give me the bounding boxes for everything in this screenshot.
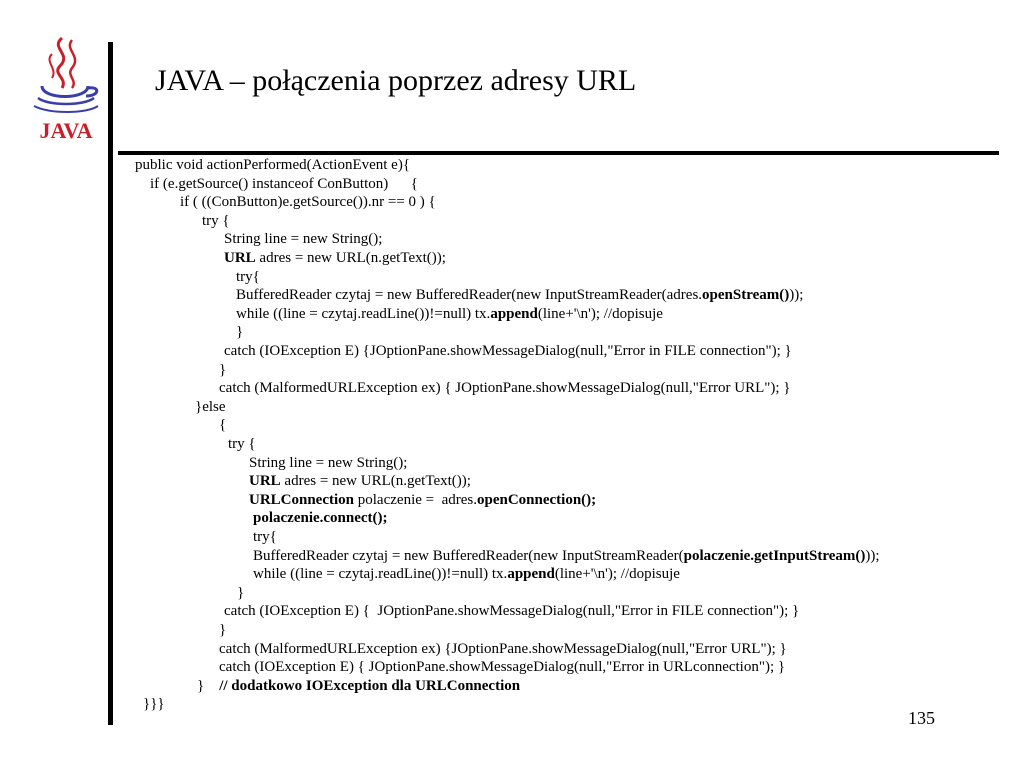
code-text: catch (IOException E) { JOptionPane.showMessageDialog(null,"Error in URLconnection"); } — [219, 659, 786, 676]
code-line — [180, 193, 436, 211]
code-line — [236, 323, 243, 341]
code-keyword: append — [507, 566, 555, 583]
code-keyword: openConnection(); — [477, 491, 597, 508]
code-text: } — [237, 584, 245, 601]
vertical-rule — [108, 42, 113, 725]
code-line — [224, 249, 446, 267]
code-text: } — [219, 361, 227, 378]
code-line — [219, 416, 226, 434]
code-line — [143, 695, 165, 713]
code-text: catch (MalformedURLException ex) {JOptionPane.showMessageDialog(null,"Error URL"); } — [219, 640, 787, 657]
code-text: polaczenie = adres. — [354, 491, 477, 508]
code-text: try{ — [253, 529, 277, 545]
code-line — [249, 472, 471, 490]
code-text: BufferedReader czytaj = new BufferedReader(new InputStreamReader( — [253, 547, 684, 564]
code-text: public void actionPerformed(ActionEvent e){ — [135, 157, 411, 173]
code-text: adres = new URL(n.getText()); — [255, 250, 446, 266]
code-line — [253, 509, 388, 527]
code-text: }}} — [143, 696, 165, 713]
code-line — [236, 286, 803, 304]
code-text: BufferedReader czytaj = new BufferedReader(new InputStreamReader(adres. — [236, 287, 703, 304]
code-text: String line = new String(); — [249, 454, 408, 471]
code-line — [219, 640, 787, 658]
code-text: } — [236, 324, 244, 341]
code-line — [224, 230, 382, 248]
code-text: if ( ((ConButton)e.getSource()).nr == 0 ) { — [180, 194, 436, 211]
code-line — [253, 528, 277, 546]
code-keyword: openStream() — [702, 287, 790, 304]
code-line — [228, 435, 256, 453]
code-keyword: // dodatkowo IOException dla URLConnection — [219, 677, 521, 694]
code-line — [197, 677, 520, 695]
code-line — [219, 658, 785, 676]
code-line — [195, 398, 226, 416]
code-line — [253, 547, 880, 565]
code-text: catch (IOException E) { JOptionPane.showMessageDialog(null,"Error in FILE connection"); } — [224, 603, 800, 620]
code-line — [236, 268, 260, 286]
code-text: } — [219, 622, 227, 638]
code-line — [202, 212, 230, 230]
code-keyword: URLConnection — [249, 491, 355, 508]
code-line — [219, 621, 226, 639]
code-text: String line = new String(); — [224, 231, 383, 248]
code-text: if (e.getSource() instanceof ConButton) { — [150, 175, 418, 192]
code-line — [236, 305, 663, 323]
code-keyword: polaczenie.connect(); — [253, 510, 388, 527]
code-text: try{ — [236, 268, 260, 285]
code-text: } — [197, 677, 220, 694]
code-line — [219, 379, 791, 397]
java-logo — [28, 34, 104, 146]
page-number: 135 — [908, 708, 935, 728]
code-line — [253, 565, 680, 583]
slide-title: JAVA – połączenia poprzez adresy URL — [155, 64, 637, 97]
code-line — [150, 175, 418, 193]
code-text: adres = new URL(n.getText()); — [280, 473, 471, 490]
code-keyword: polaczenie.getInputStream() — [683, 547, 866, 564]
code-line — [249, 491, 596, 509]
code-line — [237, 584, 244, 602]
code-keyword: URL — [249, 473, 281, 490]
code-line — [219, 361, 226, 379]
code-keyword: append — [490, 305, 538, 322]
logo-text: JAVA — [39, 118, 93, 143]
code-text: (line+'\n'); //dopisuje — [554, 566, 680, 583]
code-text: { — [219, 417, 227, 434]
code-text: )); — [789, 287, 804, 304]
code-keyword: URL — [224, 250, 256, 266]
code-text: (line+'\n'); //dopisuje — [537, 305, 663, 322]
code-text: catch (MalformedURLException ex) { JOptionPane.showMessageDialog(null,"Error URL"); } — [219, 380, 791, 397]
code-line — [224, 342, 792, 360]
code-line — [224, 602, 799, 620]
code-line — [135, 156, 410, 174]
code-text: try { — [228, 436, 256, 452]
code-text: while ((line = czytaj.readLine())!=null) tx. — [236, 305, 491, 322]
code-text: )); — [865, 547, 880, 564]
horizontal-rule — [118, 151, 999, 155]
code-text: }else — [195, 398, 226, 415]
code-text: catch (IOException E) {JOptionPane.showMessageDialog(null,"Error in FILE connection"); } — [224, 343, 792, 359]
code-text: while ((line = czytaj.readLine())!=null) tx. — [253, 566, 508, 583]
code-text: try { — [202, 212, 230, 229]
code-line — [249, 454, 407, 472]
